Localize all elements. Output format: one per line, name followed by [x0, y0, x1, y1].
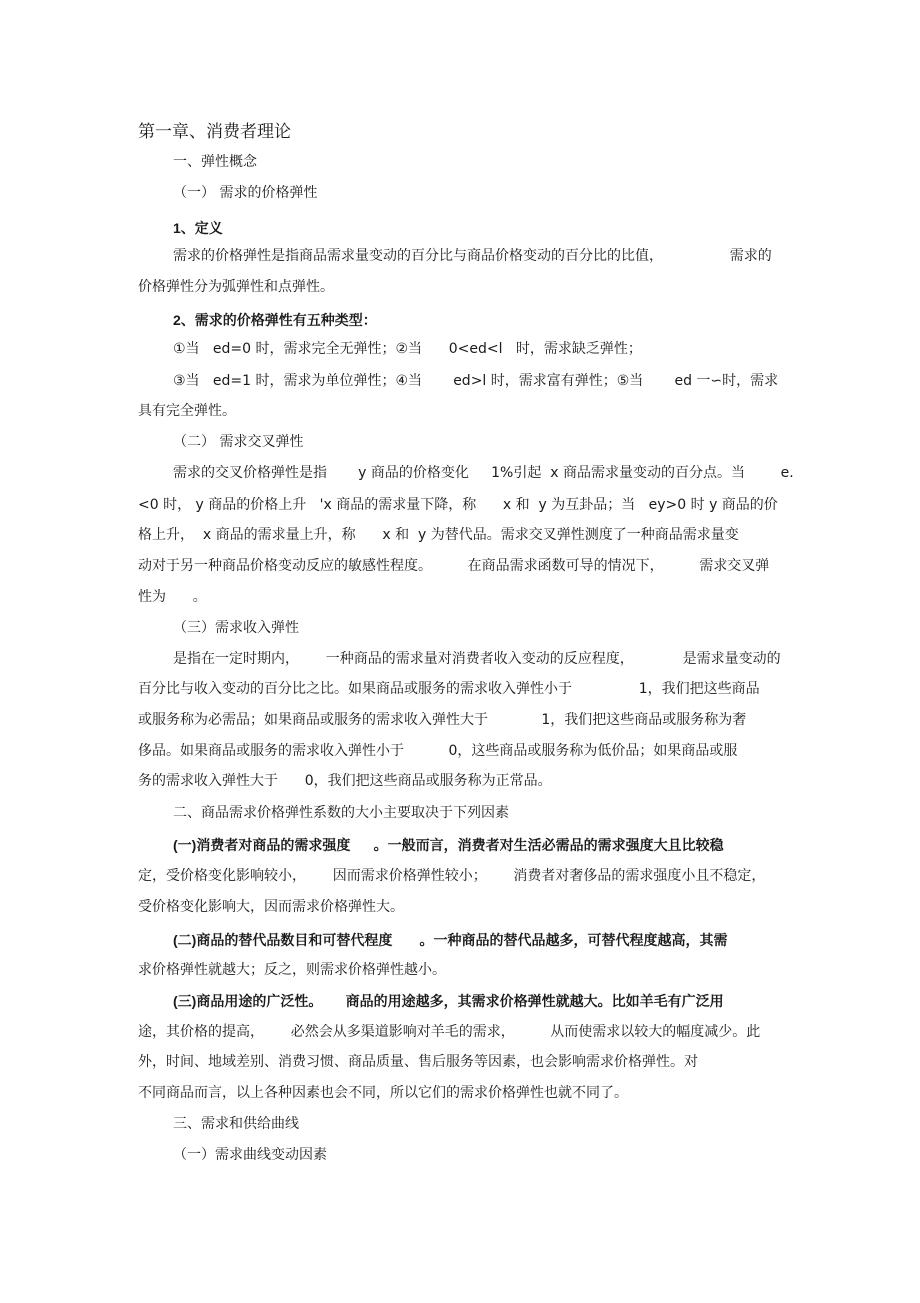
subsection-heading: （三）需求收入弹性 [173, 620, 299, 636]
section-heading: 二、商品需求价格弹性系数的大小主要取决于下列因素 [173, 805, 509, 821]
paragraph-line: 不同商品而言，以上各种因素也会不同，所以它们的需求价格弹性也就不同了。 [138, 1085, 628, 1101]
paragraph-line: 或服务称为必需品；如果商品或服务的需求收入弹性大于 1，我们把这些商品或服务称为奢 [138, 712, 747, 728]
paragraph-line: 格上升， x 商品的需求量上升，称 x 和 y 为替代品。需求交叉弹性测度了一种商品需求量变 [138, 527, 739, 543]
section-heading: 一、弹性概念 [173, 154, 257, 170]
chapter-title: 第一章、消费者理论 [138, 122, 291, 142]
paragraph-line: 需求的交叉价格弹性是指 y 商品的价格变化 1%引起 x 商品需求量变动的百分点。当 e. [173, 465, 794, 481]
paragraph-line: 性为 。 [138, 589, 207, 605]
paragraph-line: ①当 ed=0 时，需求完全无弹性；②当 0<ed<l 时，需求缺乏弹性； [173, 341, 642, 357]
paragraph-line: 侈品。如果商品或服务的需求收入弹性小于 0，这些商品或服务称为低价品；如果商品或服 [138, 743, 738, 759]
paragraph-line: <0 时， y 商品的价格上升 'x 商品的需求量下降，称 x 和 y 为互卦品；当 ey>0 时 y 商品的价 [138, 497, 778, 513]
item-heading: 1、定义 [173, 220, 223, 236]
paragraph-line: (一)消费者对商品的需求强度 。一般而言，消费者对生活必需品的需求强度大且比较稳 [173, 837, 724, 853]
paragraph-line: 百分比与收入变动的百分比之比。如果商品或服务的需求收入弹性小于 1，我们把这些商品 [138, 681, 760, 697]
item-heading: 2、需求的价格弹性有五种类型： [173, 312, 377, 328]
paragraph-line: 定，受价格变化影响较小， 因而需求价格弹性较小； 消费者对奢侈品的需求强度小且不稳定， [138, 868, 766, 884]
paragraph-line: 需求的价格弹性是指商品需求量变动的百分比与商品价格变动的百分比的比值， 需求的 [173, 248, 772, 264]
paragraph-line: 动对于另一种商品价格变动反应的敏感性程度。 在商品需求函数可导的情况下， 需求交叉弹 [138, 558, 770, 574]
section-heading: 三、需求和供给曲线 [173, 1116, 299, 1132]
subsection-heading: （二） 需求交叉弹性 [173, 434, 304, 450]
paragraph-line: 具有完全弹性。 [138, 403, 236, 419]
paragraph-line: ③当 ed=1 时，需求为单位弹性；④当 ed>l 时，需求富有弹性；⑤当 ed 一∽时，需求 [173, 373, 779, 389]
paragraph-line: 途，其价格的提高， 必然会从多渠道影响对羊毛的需求， 从而使需求以较大的幅度减少。此 [138, 1024, 761, 1040]
subsection-heading: （一） 需求的价格弹性 [173, 185, 318, 201]
paragraph-line: (二)商品的替代品数目和可替代程度 。一种商品的替代品越多，可替代程度越高，其需 [173, 932, 728, 948]
paragraph-line: (三)商品用途的广泛性。 商品的用途越多，其需求价格弹性就越大。比如羊毛有广泛用 [173, 993, 724, 1009]
paragraph-line: 受价格变化影响大，因而需求价格弹性大。 [138, 899, 404, 915]
paragraph-line: 是指在一定时期内， 一种商品的需求量对消费者收入变动的反应程度， 是需求量变动的 [173, 651, 781, 667]
subsection-heading: （一）需求曲线变动因素 [173, 1147, 327, 1163]
paragraph-line: 外，时间、地域差别、消费习惯、商品质量、售后服务等因素，也会影响需求价格弹性。对 [138, 1054, 698, 1070]
paragraph-line: 求价格弹性就越大；反之，则需求价格弹性越小。 [138, 962, 446, 978]
paragraph-line: 务的需求收入弹性大于 0，我们把这些商品或服务称为正常品。 [138, 773, 552, 789]
paragraph-line: 价格弹性分为弧弹性和点弹性。 [138, 279, 334, 295]
